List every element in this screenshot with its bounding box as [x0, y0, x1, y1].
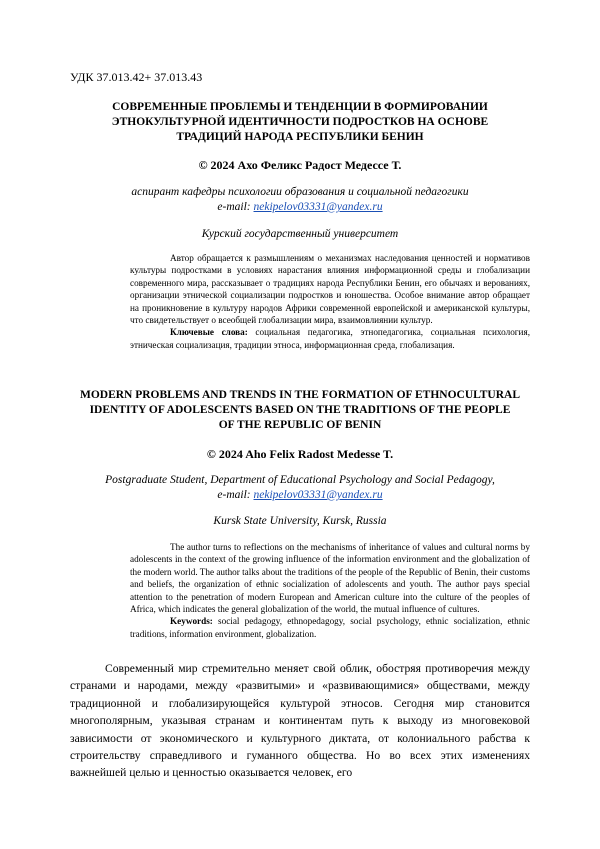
email-link-ru[interactable]: nekipelov03331@yandex.ru	[253, 201, 383, 213]
abstract-en-text: The author turns to reflections on the mechanisms of inheritance of values and cultural norms by adolescents in the context of the growing influence of the information environment and the globalization of the modern world. The author talks about the traditions of the people of the Republic of Benin, their customs and beliefs, the organization of ethnic socialization of adolescents and youth. The author pays special attention to the penetration of modern European and American culture into the culture of the peoples of Africa, which indicates the general globalization of the world, the mutual influence of cultures.	[130, 542, 530, 615]
abstract-ru	[130, 252, 530, 351]
title-en-line: OF THE REPUBLIC OF BENIN	[218, 419, 382, 431]
udc-code: УДК 37.013.42+ 37.013.43	[70, 70, 203, 84]
email-ru-line	[70, 200, 530, 215]
keywords-en-label: Keywords:	[170, 616, 213, 627]
title-ru-line: ЭТНОКУЛЬТУРНОЙ ИДЕНТИЧНОСТИ ПОДРОСТКОВ НА ОСНОВЕ	[111, 116, 489, 128]
title-ru-line: ТРАДИЦИЙ НАРОДА РЕСПУБЛИКИ БЕНИН	[176, 131, 424, 143]
affiliation-en	[70, 473, 530, 503]
title-en-line: MODERN PROBLEMS AND TRENDS IN THE FORMATION OF ETHNOCULTURAL	[79, 389, 521, 401]
keywords-en-text: social pedagogy, ethnopedagogy, social psychology, ethnic socialization, ethnic traditions, information environment, globalization.	[130, 616, 530, 639]
email-link-en[interactable]: nekipelov03331@yandex.ru	[253, 489, 383, 501]
affiliation-ru	[70, 185, 530, 215]
title-ru-line: СОВРЕМЕННЫЕ ПРОБЛЕМЫ И ТЕНДЕНЦИИ В ФОРМИРОВАНИИ	[112, 101, 488, 113]
title-en-line: IDENTITY OF ADOLESCENTS BASED ON THE TRADITIONS OF THE PEOPLE	[89, 404, 511, 416]
email-label: e-mail:	[217, 489, 254, 501]
author-en: © 2024 Aho Felix Radost Medesse T.	[206, 447, 394, 461]
position-en: Postgraduate Student, Department of Educational Psychology and Social Pedagogy,	[105, 474, 495, 486]
email-en-line	[70, 488, 530, 503]
university-en: Kursk State University, Kursk, Russia	[213, 515, 387, 527]
keywords-ru-text: социальная педагогика, этнопедагогика, социальная психология, этническая социализация, традиции этноса, информационная среда, глобализация.	[130, 327, 530, 350]
keywords-ru	[130, 326, 530, 351]
keywords-ru-label: Ключевые слова:	[170, 327, 248, 338]
position-ru: аспирант кафедры психологии образования и социальной педагогики	[131, 186, 469, 198]
author-ru: © 2024 Ахо Феликс Радост Медессе Т.	[198, 158, 402, 172]
keywords-en	[130, 615, 530, 640]
abstract-en	[130, 541, 530, 640]
email-label: e-mail:	[217, 201, 254, 213]
university-ru: Курский государственный университет	[201, 228, 399, 240]
body-paragraph: Современный мир стремительно меняет свой облик, обостряя противоречия между странами и народами, между «развитыми» и «развивающимися» обществами, между традиционной и глобализирующейся культурой этносов. Сегодня мир становится многополярным, указывая странам и континентам путь к выходу из многовековой зависимости от экономического и культурного диктата, от колониального рабства к строительству справедливого и гуманного общества. Но во всех этих изменениях важнейшей целью и ценностью оказывается человек, его	[70, 662, 530, 780]
title-ru	[80, 100, 520, 145]
title-en	[60, 388, 540, 433]
abstract-ru-text: Автор обращается к размышлениям о механизмах наследования ценностей и нормативов культуры подростками в условиях нарастания влияния информационной среды и глобализации современного мира, рассказывает о традициях народа Республики Бенин, его обычаях и верованиях, организации этнической социализации подростков и юношества. Особое внимание автор обращает на проникновение в культуру народов Африки современной европейской и американской культуры, что свидетельствует о всеобщей глобализации мира, взаимовлиянии культур.	[130, 253, 530, 326]
body-text	[70, 660, 530, 782]
